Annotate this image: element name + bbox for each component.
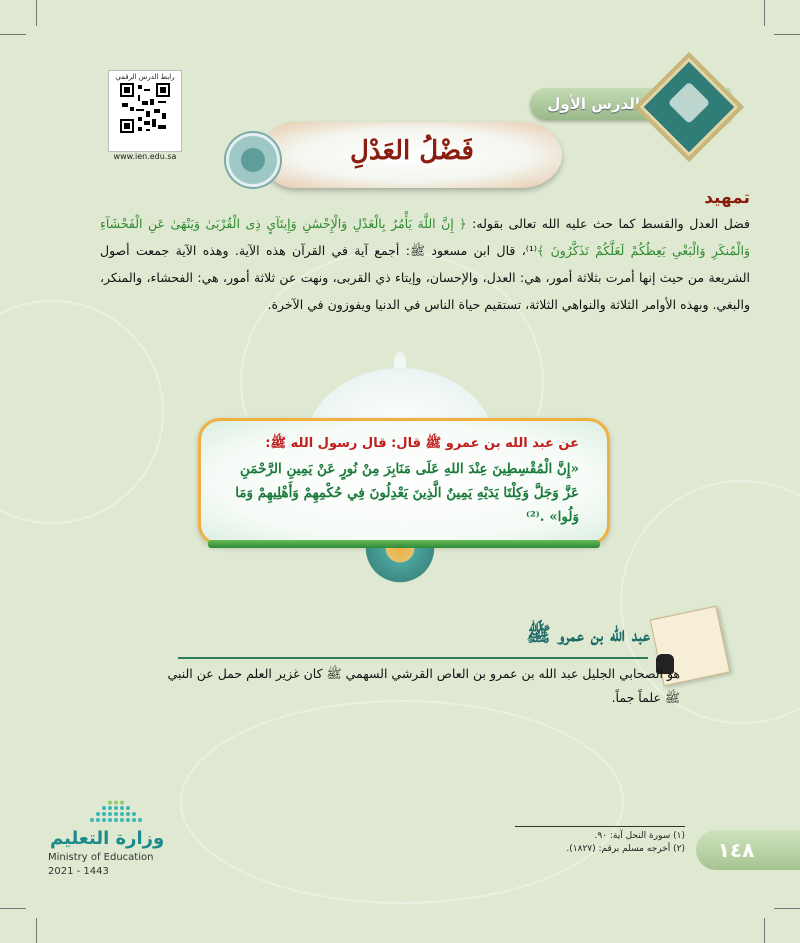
- background-ornament: [0, 300, 164, 524]
- intro-text-before: فضل العدل والقسط كما حث عليه الله تعالى بقوله:: [466, 216, 750, 231]
- crop-mark: [36, 918, 37, 943]
- qr-code-icon[interactable]: [120, 83, 170, 133]
- hadith-base-ornament: [360, 548, 440, 588]
- ministry-logo-icon: [88, 800, 148, 826]
- background-ornament: [180, 700, 624, 904]
- tile-inner-ornament: [668, 82, 710, 124]
- title-medallion-ornament: [226, 133, 280, 187]
- crop-mark: [0, 34, 26, 35]
- crop-mark: [764, 0, 765, 26]
- footnote-item: (٢) أخرجه مسلم برقم: (١٨٢٧).: [566, 844, 685, 854]
- crop-mark: [774, 908, 800, 909]
- hadith-box: [198, 418, 610, 546]
- lesson-title-banner: [262, 122, 562, 188]
- crop-mark: [36, 0, 37, 26]
- intro-text-after: ⁽¹⁾، قال ابن مسعود ﷺ: أجمع آية في القرآن هذه الآية. وهذه الآية جمعت أصول الشريعة من حيث إنها أمرت بثلاثة أمور، هي: العدل، والإحسان، وإيتاء ذي القربى، ونهت عن ثلاثة أمور، هي: الفحشاء، والمنكر، والبغي. وبهذه الأوامر الثلاثة والنواهي الثلاثة، تستقيم حياة الناس في الدنيا ويفوزون في الآخرة.: [100, 243, 750, 312]
- quran-verse: ﴿ إِنَّ اللَّهَ يَأْمُرُ بِالْعَدْلِ وَالْإِحْسَٰنِ وَإِيتَآيِٕ ذِى الْقُرْبَىٰ وَيَنْهَىٰ عَنِ الْفَحْشَآءِ وَالْمُنكَرِ وَالْبَغْىِ يَعِظُكُمْ لَعَلَّكُمْ تَذَكَّرُونَ ﴾: [100, 216, 750, 258]
- crop-mark: [0, 908, 26, 909]
- page-number: ١٤٨: [717, 838, 755, 862]
- lesson-label: الدرس الأول: [547, 95, 640, 113]
- hadith-base-bar: [208, 540, 600, 548]
- crop-mark: [764, 918, 765, 943]
- ministry-name-english: Ministry of Education: [48, 852, 154, 863]
- page-number-tab: [696, 830, 800, 870]
- lesson-title: فَضْلُ العَدْلِ: [350, 136, 474, 166]
- qr-code-box[interactable]: [108, 70, 182, 152]
- companion-heading: عبد الله بن عمرو ﷺ: [526, 622, 650, 646]
- intro-paragraph: [100, 210, 750, 318]
- footnote-item: (١) سورة النحل آية: ٩٠.: [594, 831, 685, 841]
- islamic-tile-ornament: [640, 58, 739, 157]
- footnote-divider: [515, 826, 685, 827]
- companion-divider: [178, 657, 648, 659]
- intro-heading: تمهيد: [704, 188, 750, 208]
- ministry-name-arabic: وزارة التعليم: [50, 828, 165, 849]
- qr-url[interactable]: www.ien.edu.sa: [113, 152, 177, 161]
- footnotes: [515, 830, 685, 856]
- crop-mark: [774, 34, 800, 35]
- medallion-inner-ornament: [241, 148, 265, 172]
- hadith-text: «إِنَّ الْمُقْسِطِينَ عِنْدَ اللهِ عَلَى مَنَابِرَ مِنْ نُورٍ عَنْ يَمِينِ الرَّحْمَنِ عَزَّ وَجَلَّ وَكِلْتَا يَدَيْهِ يَمِينٌ الَّذِينَ يَعْدِلُونَ فِي حُكْمِهِمْ وَأَهْلِيهِمْ وَمَا وَلُوا» .⁽²⁾: [235, 461, 579, 525]
- hadith-intro: عن عبد الله بن عمرو ﷺ قال: قال رسول الله ﷺ:: [265, 436, 579, 451]
- ministry-year: 2021 - 1443: [48, 866, 109, 877]
- qr-caption: رابط الدرس الرقمي: [115, 73, 175, 81]
- companion-paragraph: هو الصحابي الجليل عبد الله بن عمرو بن العاص القرشي السهمي ﷺ كان غزير العلم حمل عن النبي ﷺ علماً جماً.: [167, 666, 680, 705]
